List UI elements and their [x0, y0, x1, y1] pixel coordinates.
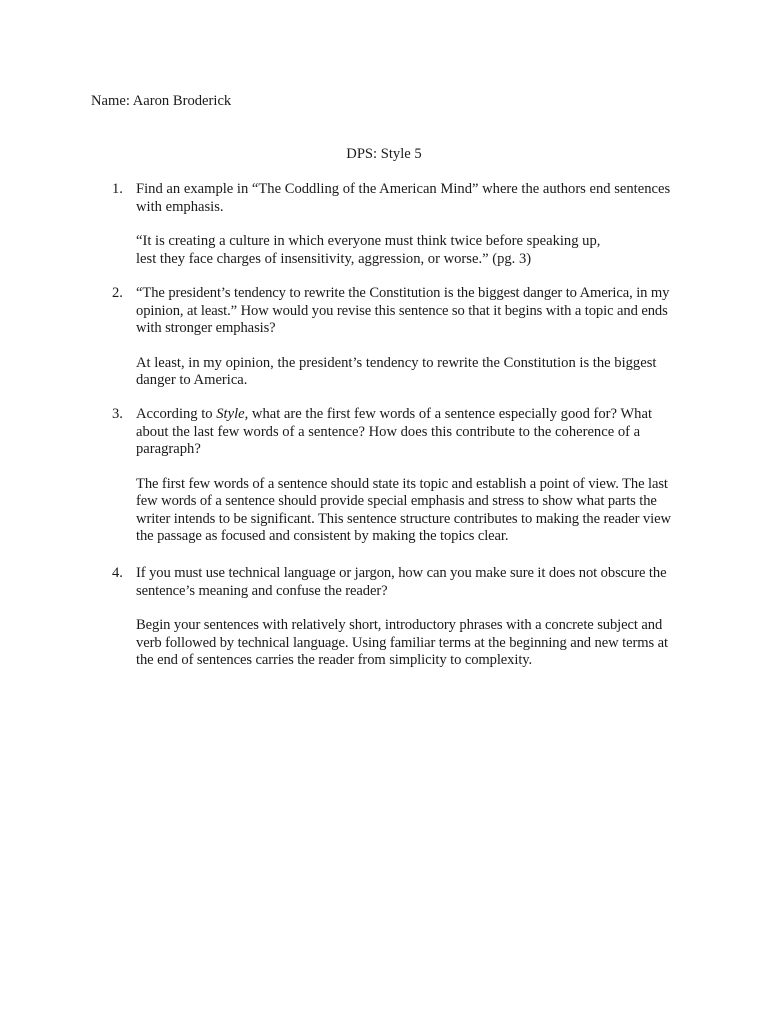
question-answer: At least, in my opinion, the president’s tendency to rewrite the Constitution is the biggest danger to America. [136, 354, 657, 388]
answer-quote-line-1: “It is creating a culture in which everyone must think twice before speaking up, [136, 233, 601, 249]
question-3 [112, 406, 682, 546]
prompt-text-end: what are the first few words of a sentence especially good for? What about the last few words of a sentence? How does this contribute to the coherence of a paragraph? [136, 406, 653, 457]
question-number: 2. [112, 285, 123, 301]
question-answer [136, 233, 682, 268]
question-prompt: Find an example in “The Coddling of the American Mind” where the authors end sentences with emphasis. [136, 181, 671, 215]
question-2 [112, 285, 682, 390]
document-title: DPS: Style 5 [346, 146, 422, 162]
question-prompt: If you must use technical language or jargon, how can you make sure it does not obscure the sentence’s meaning and confuse the reader? [136, 565, 667, 599]
question-number: 1. [112, 181, 123, 197]
question-number: 4. [112, 565, 123, 581]
question-number: 3. [112, 406, 123, 422]
question-4 [112, 565, 682, 670]
question-prompt: “The president’s tendency to rewrite the Constitution is the biggest danger to America, in my opinion, at least.” How would you revise this sentence so that it begins with a topic and ends with stronger emphasis? [136, 285, 670, 336]
answer-quote-line-2: lest they face charges of insensitivity, aggression, or worse.” (pg. 3) [136, 250, 532, 267]
student-name: Name: Aaron Broderick [91, 93, 232, 109]
question-prompt [136, 406, 682, 459]
book-title-italic: Style, [216, 406, 249, 422]
prompt-text-start: According to [136, 406, 217, 422]
question-answer: The first few words of a sentence should state its topic and establish a point of view. The last few words of a sentence should provide special emphasis and stress to show what parts the writer intends to be significant. This sentence structure contributes to making the reader view the passage as focused and consistent by making the topics clear. [136, 475, 671, 544]
question-answer: Begin your sentences with relatively short, introductory phrases with a concrete subject and verb followed by technical language. Using familiar terms at the beginning and new terms at the end of sentences carries the reader from simplicity to complexity. [136, 617, 668, 668]
question-1 [112, 181, 682, 268]
